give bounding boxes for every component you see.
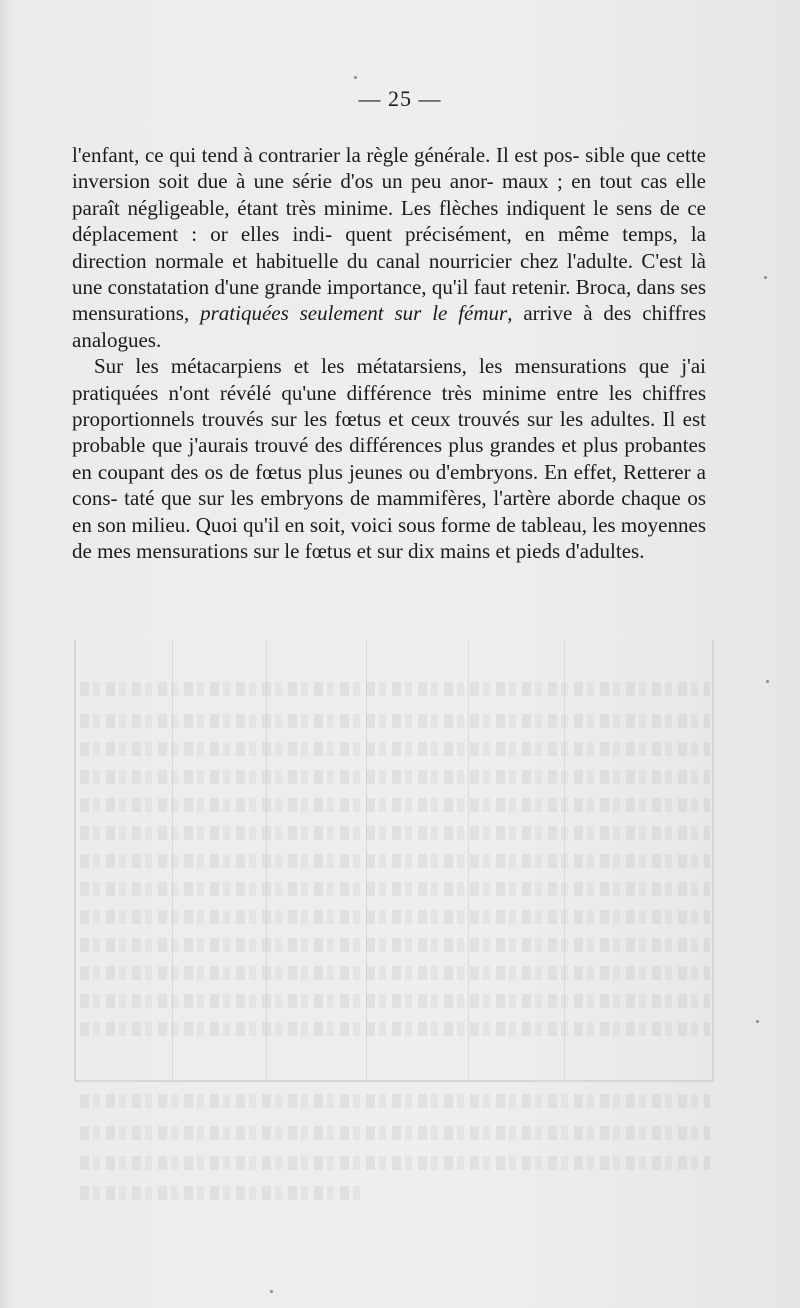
speck: [270, 1290, 273, 1293]
bleed-through-line: [80, 826, 710, 840]
speck: [756, 1020, 759, 1023]
paragraph-2: [72, 353, 706, 564]
bleed-through-line: [80, 798, 710, 812]
speck: [764, 276, 767, 279]
bleed-through-line: [80, 994, 710, 1008]
text-line: entre les chiffres proportionnels trouvés sur les fœtus et ceux: [72, 380, 707, 432]
text-line: Sur les métacarpiens et les métatarsiens, les mensurations: [94, 354, 627, 379]
bleed-through-line: [80, 1022, 710, 1036]
text-line: quent précisément, en même temps, la direction normale et: [72, 222, 706, 273]
bleed-through-line: [80, 882, 710, 896]
text-line: sur dix mains et pieds d'adultes.: [377, 539, 645, 564]
text-line: de fœtus plus jeunes ou d'embryons. En effet, Retterer a cons-: [72, 459, 707, 511]
italic-phrase: pratiquées seulement sur le fémur: [200, 301, 508, 326]
text-line: Les flèches indiquent le sens de ce déplacement : or elles indi-: [72, 195, 706, 247]
bleed-through-line: [80, 742, 710, 756]
text-line: sible que cette inversion soit due à une série d'os un peu anor-: [72, 143, 706, 194]
page-number: — 25 —: [358, 86, 442, 111]
text-line: que j'ai pratiquées n'ont révélé qu'une différence très minime: [72, 354, 706, 405]
text-line: constatation d'une grande importance, qu'il faut retenir. Broca,: [107, 275, 632, 300]
text-line: de tableau, les moyennes de mes mensurations sur le fœtus et: [72, 512, 707, 564]
bleed-through-line: [80, 910, 710, 924]
text-line: taté que sur les embryons de mammifères, l'artère aborde: [124, 486, 615, 511]
bleed-through-line: [80, 854, 710, 868]
bleed-through-line: [80, 1094, 710, 1108]
text-line: chaque os en son milieu. Quoi qu'il en soit, voici sous forme: [72, 486, 707, 537]
bleed-through-line: [80, 1156, 710, 1170]
bleed-through-line: [80, 1126, 710, 1140]
text-line: maux ; en tout cas elle paraît négligeable, étant très minime.: [72, 169, 706, 220]
speck: [354, 76, 357, 79]
text-line: habituelle du canal nourricier chez l'adulte. C'est là une: [72, 248, 706, 300]
body-text: [72, 142, 706, 565]
text-line: l'enfant, ce qui tend à contrarier la règle générale. Il est pos-: [72, 143, 580, 167]
text-line: arrive à des chiffres analogues.: [72, 301, 707, 352]
speck: [766, 680, 769, 683]
bleed-through-line: [80, 966, 710, 980]
paragraph-1: [72, 142, 706, 353]
bleed-through-line: [80, 1186, 360, 1200]
bleed-through-line: [80, 770, 710, 784]
text-line: différences plus grandes et plus probantes en coupant des os: [72, 433, 707, 484]
text-line: ,: [507, 301, 513, 326]
bleed-through-line: [80, 682, 710, 696]
text-line: trouvés sur les adultes. Il est probable que j'aurais trouvé des: [72, 407, 707, 458]
bleed-through-line: [80, 714, 710, 728]
bleed-through-line: [80, 938, 710, 952]
text-line: dans ses mensurations,: [72, 275, 707, 326]
